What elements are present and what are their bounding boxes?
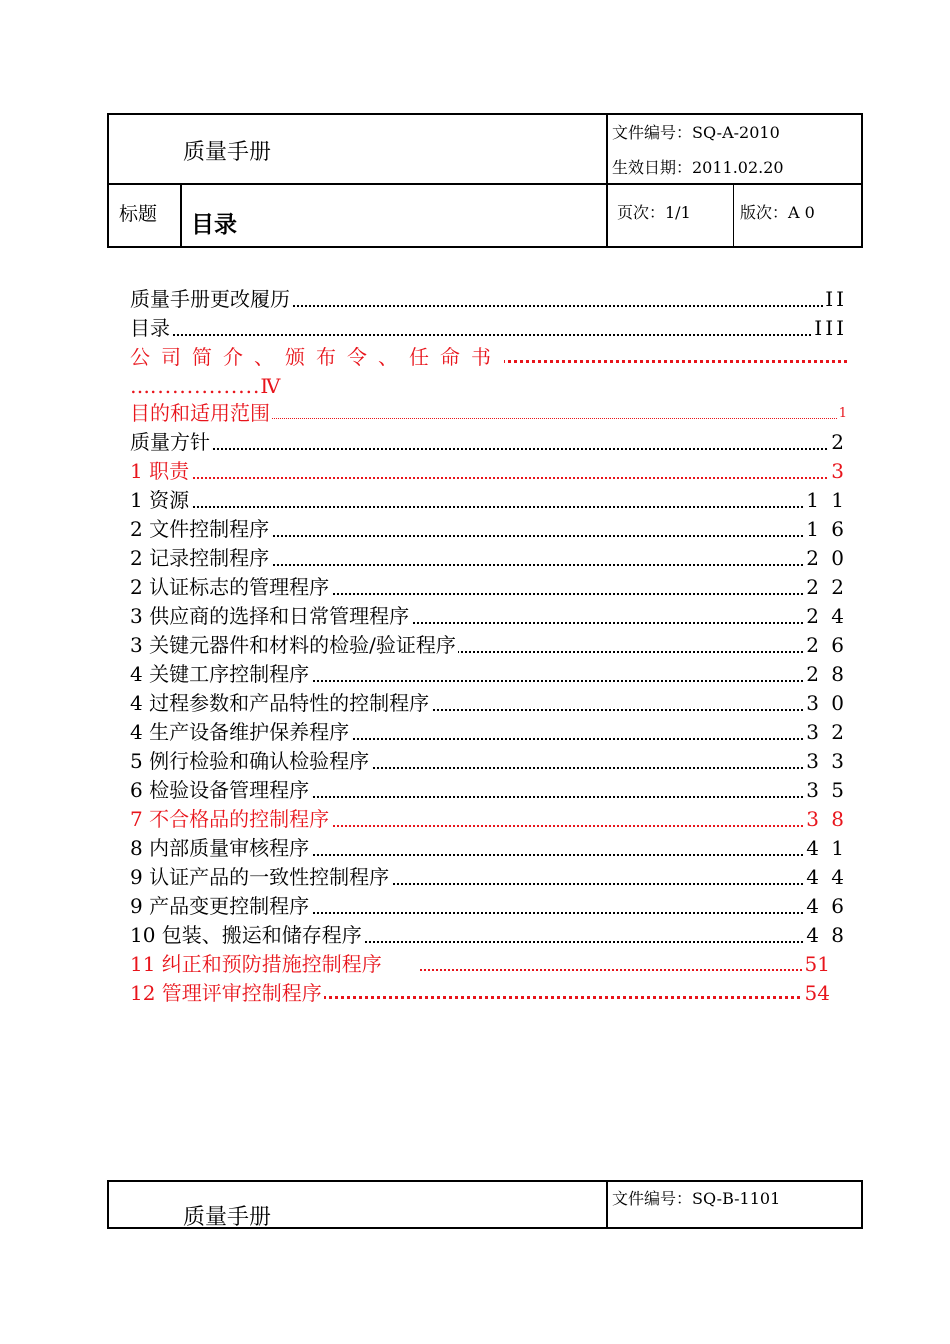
header-table	[107, 113, 863, 248]
toc-entry-page: 1 6	[804, 515, 847, 544]
toc-entry[interactable]	[130, 486, 847, 515]
dot-leader	[130, 506, 847, 508]
toc-entry-page: 3 0	[804, 689, 847, 718]
toc-entry-title: 4 关键工序控制程序	[130, 660, 311, 689]
footer-title: 质量手册	[183, 1205, 272, 1230]
toc-entry-page: 2 4	[804, 602, 847, 631]
toc-entry[interactable]	[130, 863, 847, 892]
toc-entry-page: 2 0	[804, 544, 847, 573]
toc-entry[interactable]	[130, 689, 847, 718]
document-title: 质量手册	[183, 140, 272, 165]
toc-entry-title: 5 例行检验和确认检验程序	[130, 747, 371, 776]
toc-entry-continuation[interactable]	[130, 372, 847, 399]
effective-date: 生效日期：2011.02.20	[612, 158, 784, 177]
dot-leader: ...............	[150, 374, 261, 398]
toc-entry[interactable]	[130, 747, 847, 776]
footer-table	[107, 1180, 863, 1229]
toc-entry-title: 1 资源	[130, 486, 191, 515]
toc-entry[interactable]	[130, 631, 847, 660]
header-divider	[109, 183, 861, 185]
toc-entry[interactable]	[130, 343, 847, 372]
footer-file-number: 文件编号：SQ-B-1101	[612, 1189, 781, 1208]
table-of-contents	[130, 285, 847, 1008]
toc-entry-page: 2 2	[804, 573, 847, 602]
dot-leader	[130, 448, 847, 450]
toc-entry-page: 3	[829, 457, 847, 486]
toc-entry-title: 8 内部质量审核程序	[130, 834, 311, 863]
toc-entry-page: 3 5	[804, 776, 847, 805]
toc-entry[interactable]	[130, 314, 847, 343]
toc-entry-title: 目的和适用范围	[130, 399, 272, 428]
toc-entry[interactable]	[130, 805, 847, 834]
toc-entry-page: 51	[803, 950, 830, 979]
toc-entry[interactable]	[130, 892, 847, 921]
toc-entry-title: 2 文件控制程序	[130, 515, 271, 544]
dot-leader	[420, 969, 802, 971]
toc-entry-title: 质量手册更改履历	[130, 285, 292, 314]
page-number: 页次：1/1	[617, 203, 691, 222]
dot-leader	[130, 334, 847, 336]
toc-entry[interactable]	[130, 428, 847, 457]
toc-entry-page: 2	[829, 428, 847, 457]
toc-entry-title: 3 关键元器件和材料的检验/验证程序	[130, 631, 458, 660]
dot-leader: …	[130, 374, 150, 398]
toc-entry-title: 2 记录控制程序	[130, 544, 271, 573]
toc-entry-page: Ⅳ	[260, 374, 281, 398]
toc-entry[interactable]	[130, 285, 847, 314]
toc-entry-title: 2 认证标志的管理程序	[130, 573, 331, 602]
toc-entry-page: 3 2	[804, 718, 847, 747]
toc-entry[interactable]	[130, 921, 847, 950]
subject-value: 目录	[191, 212, 237, 238]
header-divider	[180, 185, 182, 246]
subject-label: 标题	[119, 203, 158, 225]
toc-entry-page: 4 1	[804, 834, 847, 863]
toc-entry[interactable]	[130, 544, 847, 573]
toc-entry-title: 4 过程参数和产品特性的控制程序	[130, 689, 431, 718]
toc-entry-page: 1	[837, 399, 847, 428]
toc-entry-title: 7 不合格品的控制程序	[130, 805, 331, 834]
toc-entry-title: 11 纠正和预防措施控制程序	[130, 950, 384, 979]
toc-entry[interactable]	[130, 573, 847, 602]
toc-entry[interactable]	[130, 834, 847, 863]
toc-entry[interactable]	[130, 950, 830, 979]
toc-entry[interactable]	[130, 718, 847, 747]
header-divider	[606, 115, 608, 246]
toc-entry[interactable]	[130, 399, 847, 428]
toc-entry-page: 4 8	[804, 921, 847, 950]
toc-entry-title: 12 管理评审控制程序	[130, 979, 324, 1008]
toc-entry-title: 3 供应商的选择和日常管理程序	[130, 602, 411, 631]
toc-entry-title: 公司简介、颁布令、任命书	[130, 343, 504, 372]
toc-entry-title: 9 产品变更控制程序	[130, 892, 311, 921]
toc-entry-page: 2 8	[804, 660, 847, 689]
toc-entry-title: 1 职责	[130, 457, 191, 486]
toc-entry-page: 1 1	[804, 486, 847, 515]
toc-entry-page: 4 4	[804, 863, 847, 892]
header-divider	[733, 185, 734, 246]
toc-entry[interactable]	[130, 602, 847, 631]
toc-entry-title: 10 包装、搬运和储存程序	[130, 921, 364, 950]
toc-entry-title: 目录	[130, 314, 172, 343]
file-number: 文件编号：SQ-A-2010	[612, 123, 780, 142]
toc-entry[interactable]	[130, 515, 847, 544]
version: 版次：A 0	[740, 203, 815, 222]
toc-entry-page: 54	[803, 979, 830, 1008]
toc-entry-title: 4 生产设备维护保养程序	[130, 718, 351, 747]
toc-entry-page: II	[823, 285, 847, 314]
toc-entry[interactable]	[130, 457, 847, 486]
toc-entry-page: 4 6	[804, 892, 847, 921]
toc-entry[interactable]	[130, 776, 847, 805]
toc-entry[interactable]	[130, 660, 847, 689]
dot-leader	[130, 477, 847, 479]
toc-entry-title: 6 检验设备管理程序	[130, 776, 311, 805]
footer-divider	[606, 1182, 608, 1227]
toc-entry-page: 3 8	[804, 805, 847, 834]
toc-entry-page: III	[812, 314, 847, 343]
toc-entry-page: 3 3	[804, 747, 847, 776]
toc-entry[interactable]	[130, 979, 830, 1008]
toc-entry-continuation-text	[130, 372, 280, 399]
toc-entry-title: 9 认证产品的一致性控制程序	[130, 863, 391, 892]
toc-entry-title: 质量方针	[130, 428, 212, 457]
toc-entry-page: 2 6	[804, 631, 847, 660]
